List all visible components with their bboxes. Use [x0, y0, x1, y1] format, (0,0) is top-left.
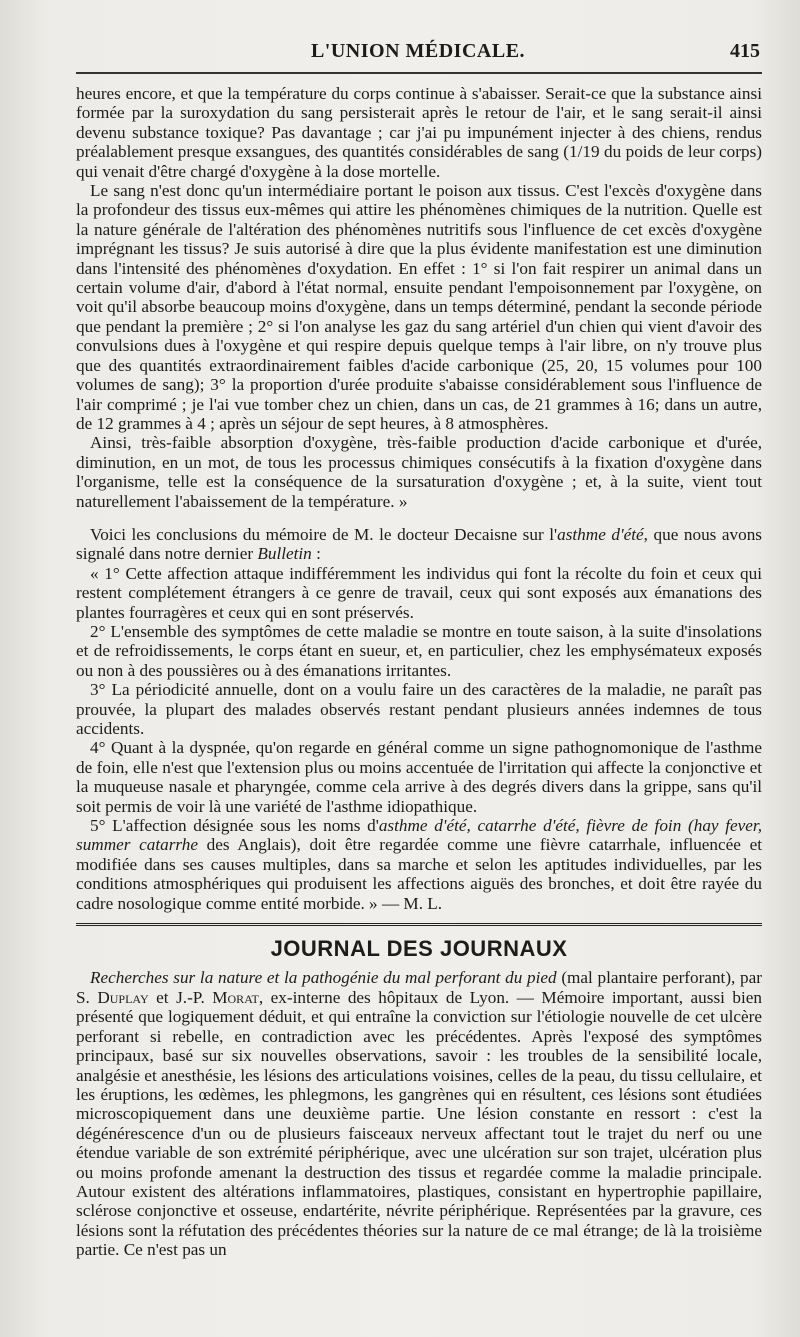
- intro-text: :: [311, 544, 321, 564]
- review-text: (mal plantaire perforant), par: [556, 968, 762, 988]
- conclusion-3: 3° La périodicité annuelle, dont on a voulu faire un des caractères de la maladie, ne paraît pas prouvée, la plupart des malades observés restant pendant plusieurs années indemnes de tous accidents.: [76, 680, 762, 738]
- c5-italic: asthme d'été, catarrhe d'été, fièvre de foin (hay fever, summer catarrhe: [76, 816, 762, 855]
- conclusion-5: [76, 816, 762, 913]
- body-text: [76, 84, 762, 1260]
- section-title: JOURNAL DES JOURNAUX: [270, 936, 568, 962]
- intro-text: Voici les conclusions du mémoire de M. le docteur Decaisne sur l': [90, 524, 558, 544]
- header-rule: [76, 72, 762, 74]
- conclusion-1: « 1° Cette affection attaque indifféremment les individus qui font la récolte du foin et ceux qui restent complétement étrangers à ce genre de travail, ceux qui sont exposés aux émanations des plantes fourragères et ceux qui en sont préservés.: [76, 563, 762, 622]
- review-author: J.-P. Morat: [176, 987, 259, 1007]
- running-head: [76, 40, 760, 68]
- conclusion-2: 2° L'ensemble des symptômes de cette maladie se montre en toute saison, à la suite d'insolations et de refroidissements, le corps étant en sueur, et, en particulier, chez les emphysémateux exposés ou non à des poussières ou à des émanations irritantes.: [76, 621, 762, 680]
- page-number: 415: [730, 40, 760, 62]
- section-divider: [76, 923, 762, 929]
- intro-italic: asthme d'été: [557, 524, 644, 544]
- review-text: et: [148, 987, 177, 1007]
- c5-text: des Anglais), doit être regardée comme une fièvre catarrhale, influencée et modifiée dans ses causes multiples, dans sa marche et selon les aptitudes individuelles, par les conditions atmosphériques qui produisent les affections aiguës des bronches, et doit être rayée du cadre nosologique comme entité morbide. » — M. L.: [76, 835, 762, 913]
- intro-text: , que nous avons signalé dans notre dernier: [76, 524, 762, 564]
- bulletin-italic: Bulletin: [257, 544, 312, 564]
- review-body: , ex-interne des hôpitaux de Lyon. — Mémoire important, aussi bien présenté que logiquement déduit, et qui entraîne la conviction sur l'étiologie nouvelle de cet ulcère perforant si rebelle, en contradiction avec les précédentes. Après l'exposé des symptômes principaux, basé sur six nouvelles observations, savoir : les troubles de la sensibilité locale, analgésie et anesthésie, les lésions des articulations voisines, celles de la peau, du tissu cellulaire, et les éruptions, les œdèmes, les phlegmons, les gangrènes qui en résultent, ces lésions sont étudiées microscopiquement dans une deuxième partie. Une lésion constante en ressort : c'est la dégénérescence d'un ou de plusieurs faisceaux nerveux affectant tout le trajet du nerf ou une étendue variable de son extrémité périphérique, avec une ulcération sur son trajet, ulcération plus ou moins profonde amenant la destruction des tissus et regardée comme la maladie principale. Autour existent des altérations inflammatoires, plastiques, consistant en hypertrophie papillaire, sclérose conjonctive et osseuse, endartérite, névrite périphérique. Représentées par la gravure, ces lésions sont la réfutation des précédentes théories sur la nature de ce mal étrange; de là la troisième partie. Ce n'est pas un: [76, 987, 762, 1260]
- paragraph-continued: heures encore, et que la température du corps continue à s'abaisser. Serait-ce que la substance ainsi formée par la suroxydation du sang persisterait après le retour de l'air, et le sang serait-il ainsi devenu substance toxique? Pas davantage ; car j'ai pu impunément injecter à des chiens, rendus préalablement presque exsangues, des quantités considérables de sang (1/19 du poids de leur corps) qui venait d'être chargé d'oxygène à la dose mortelle.: [76, 84, 762, 181]
- review-paragraph: [76, 968, 762, 1259]
- paragraph: Le sang n'est donc qu'un intermédiaire portant le poison aux tissus. C'est l'excès d'oxygène dans la profondeur des tissus eux-mêmes qui attire les phénomènes chimiques de la nutrition. Quelle est la nature générale de l'altération des phénomènes nutritifs sous l'influence de cet excès d'oxygène imprégnant les tissus? Je suis autorisé à dire que la plus évidente manifestation est une diminution dans l'intensité des phénomènes d'oxydation. En effet : 1° si l'on fait respirer un animal dans un certain volume d'air, d'abord à l'état normal, ensuite pendant l'empoisonnement par l'oxygène, on voit qu'il absorbe beaucoup moins d'oxygène, dans un temps déterminé, pendant la seconde période que pendant la première ; 2° si l'on analyse les gaz du sang artériel d'un chien qui vient d'avoir des convulsions dues à l'oxygène et qui respire depuis quelque temps à l'air libre, on n'y trouve plus que des quantités extraordinairement faibles d'acide carbonique (25, 20, 15 volumes pour 100 volumes de sang); 3° la proportion d'urée produite s'abaisse considérablement sous l'influence de l'air comprimé ; je l'ai vue tomber chez un chien, dans un cas, de 21 grammes à 16; dans un autre, de 12 grammes à 4 ; après un séjour de sept heures, à 8 atmosphères.: [76, 181, 762, 433]
- spacer: [76, 511, 762, 525]
- conclusions-intro: [76, 525, 762, 564]
- conclusion-4: 4° Quant à la dyspnée, qu'on regarde en général comme un signe pathognomonique de l'asthme de foin, elle n'est que l'extension plus ou moins accentuée de l'irritation qui affecte la conjonctive et la muqueuse nasale et pharyngée, comme cela arrive à des degrés divers dans la grippe, sans qu'il soit permis de voir là une variété de l'asthme idiopathique.: [76, 738, 762, 816]
- paragraph: Ainsi, très-faible absorption d'oxygène, très-faible production d'acide carbonique et d'urée, diminution, en un mot, de tous les processus chimiques consécutifs à la fixation d'oxygène dans l'organisme, telle est la conséquence de la sursaturation d'oxygène ; et, à la suite, vient tout naturellement l'abaissement de la température. »: [76, 433, 762, 511]
- review-author: S. Duplay: [76, 987, 149, 1007]
- c5-text: 5° L'affection désignée sous les noms d': [90, 816, 379, 836]
- journal-title: L'UNION MÉDICALE.: [310, 40, 526, 62]
- review-title: Recherches sur la nature et la pathogénie du mal perforant du pied: [90, 968, 557, 988]
